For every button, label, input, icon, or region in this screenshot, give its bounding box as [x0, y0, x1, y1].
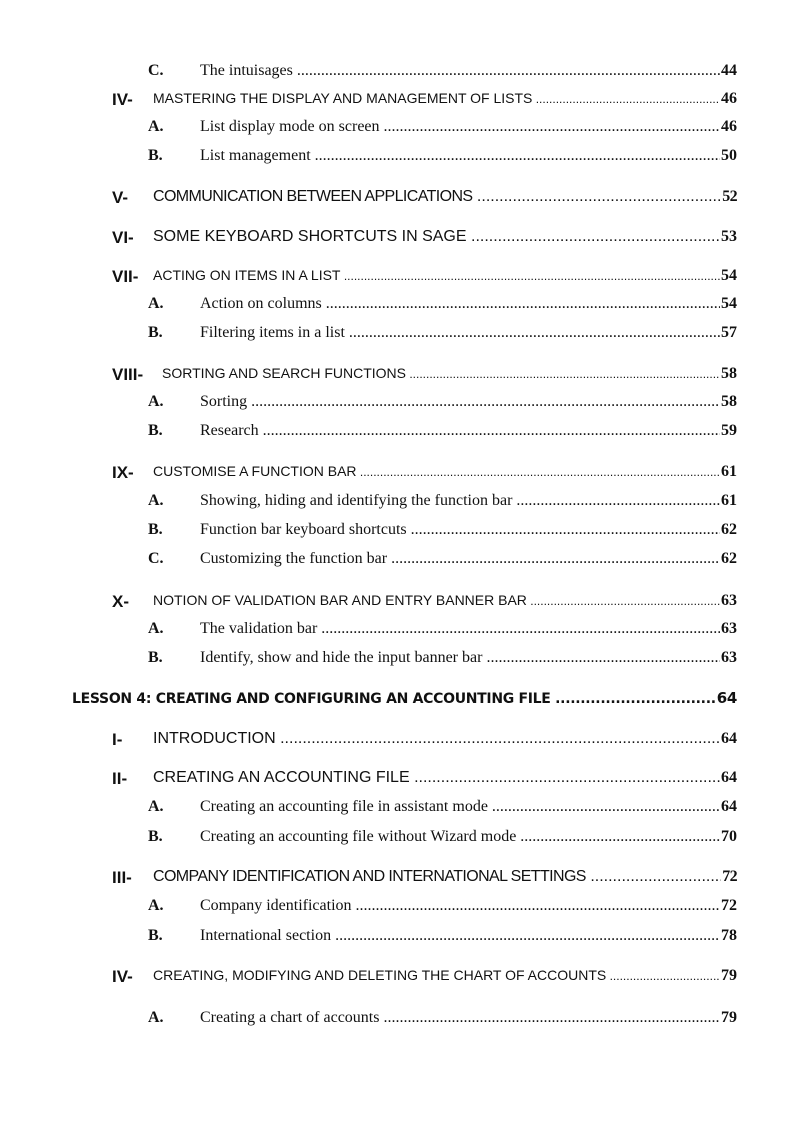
toc-entry-number: C.	[148, 62, 164, 79]
toc-entry-title: CREATING AN ACCOUNTING FILE .....	[153, 769, 720, 787]
toc-entry-page: 61	[721, 492, 737, 509]
toc-entry-number: VI-	[112, 228, 134, 247]
toc-entry-page: 62	[721, 521, 737, 538]
toc-entry-title: Creating a chart of accounts .....	[200, 1009, 720, 1027]
toc-entry-page: 61	[721, 463, 737, 480]
toc-entry-section[interactable]	[0, 90, 794, 114]
toc-entry-number: B.	[148, 649, 163, 666]
toc-entry-title: CUSTOMISE A FUNCTION BAR .....	[153, 463, 720, 479]
toc-entry-section[interactable]	[0, 868, 794, 892]
toc-entry-number: B.	[148, 521, 163, 538]
toc-entry-title: International section .....	[200, 927, 720, 945]
toc-entry-page: 58	[721, 365, 737, 382]
toc-entry-title: The validation bar .....	[200, 620, 720, 638]
toc-entry-number: VIII-	[112, 365, 144, 384]
toc-entry-page: 59	[721, 422, 737, 439]
toc-entry-lesson[interactable]	[0, 689, 794, 713]
toc-entry-page: 57	[721, 324, 737, 341]
toc-entry-sub[interactable]	[0, 422, 794, 446]
toc-entry-number: C.	[148, 550, 164, 567]
toc-entry-number: A.	[148, 295, 164, 312]
toc-entry-number: A.	[148, 393, 164, 410]
toc-entry-title: Filtering items in a list .....	[200, 324, 720, 342]
toc-entry-sub[interactable]	[0, 620, 794, 644]
toc-entry-sub[interactable]	[0, 393, 794, 417]
toc-entry-sub[interactable]	[0, 798, 794, 822]
toc-entry-page: 78	[721, 927, 737, 944]
toc-entry-page: 62	[721, 550, 737, 567]
toc-entry-sub[interactable]	[0, 295, 794, 319]
toc-entry-title: Creating an accounting file without Wizard mode .....	[200, 828, 720, 846]
toc-entry-title: The intuisages .....	[200, 62, 720, 80]
toc-entry-sub[interactable]	[0, 62, 794, 86]
toc-entry-number: VII-	[112, 267, 139, 286]
toc-entry-page: 58	[721, 393, 737, 410]
toc-entry-sub[interactable]	[0, 324, 794, 348]
toc-entry-title: ACTING ON ITEMS IN A LIST .....	[153, 267, 720, 283]
toc-entry-page: 72	[721, 897, 737, 914]
toc-entry-page: 46	[721, 90, 737, 107]
toc-entry-number: B.	[148, 422, 163, 439]
toc-entry-sub[interactable]	[0, 492, 794, 516]
toc-entry-page: 63	[721, 620, 737, 637]
toc-entry-page: 46	[721, 118, 737, 135]
toc-entry-sub[interactable]	[0, 1009, 794, 1033]
toc-entry-number: I-	[112, 730, 123, 749]
toc-entry-number: A.	[148, 620, 164, 637]
toc-entry-section[interactable]	[0, 267, 794, 291]
toc-entry-title: INTRODUCTION .....	[153, 730, 720, 748]
toc-entry-number: A.	[148, 897, 164, 914]
toc-entry-section[interactable]	[0, 769, 794, 793]
toc-entry-sub[interactable]	[0, 147, 794, 171]
toc-entry-title: MASTERING THE DISPLAY AND MANAGEMENT OF LISTS .....	[153, 90, 720, 106]
toc-entry-title: SORTING AND SEARCH FUNCTIONS .....	[162, 365, 720, 381]
toc-entry-sub[interactable]	[0, 897, 794, 921]
toc-entry-number: IX-	[112, 463, 134, 482]
toc-entry-number: A.	[148, 1009, 164, 1026]
toc-entry-title: COMMUNICATION BETWEEN APPLICATIONS .....	[153, 188, 721, 206]
toc-entry-page: 53	[721, 228, 737, 245]
toc-entry-title: SOME KEYBOARD SHORTCUTS IN SAGE .....	[153, 228, 720, 246]
toc-entry-number: B.	[148, 324, 163, 341]
toc-entry-number: A.	[148, 118, 164, 135]
toc-entry-title: List management .....	[200, 147, 720, 165]
toc-entry-page: 63	[721, 649, 737, 666]
toc-entry-title: Creating an accounting file in assistant mode .....	[200, 798, 720, 816]
toc-entry-title: Action on columns .....	[200, 295, 720, 313]
toc-entry-number: A.	[148, 798, 164, 815]
toc-entry-page: 50	[721, 147, 737, 164]
toc-entry-page: 64	[721, 798, 737, 815]
toc-entry-page: 79	[721, 1009, 737, 1026]
toc-entry-page: 54	[721, 295, 737, 312]
toc-entry-sub[interactable]	[0, 118, 794, 142]
toc-entry-title: Identify, show and hide the input banner bar .....	[200, 649, 720, 667]
toc-entry-section[interactable]	[0, 730, 794, 754]
toc-entry-number: IV-	[112, 967, 133, 986]
toc-entry-title: Company identification .....	[200, 897, 720, 915]
toc-entry-title: CREATING, MODIFYING AND DELETING THE CHART OF ACCOUNTS .....	[153, 967, 720, 983]
toc-entry-section[interactable]	[0, 967, 794, 991]
toc-entry-page: 52	[722, 188, 737, 205]
toc-entry-page: 64	[721, 769, 737, 786]
toc-entry-page: 70	[721, 828, 737, 845]
toc-entry-title: Customizing the function bar .....	[200, 550, 720, 568]
toc-entry-number: B.	[148, 927, 163, 944]
toc-entry-sub[interactable]	[0, 550, 794, 574]
toc-entry-section[interactable]	[0, 188, 794, 212]
toc-entry-sub[interactable]	[0, 649, 794, 673]
toc-entry-title: NOTION OF VALIDATION BAR AND ENTRY BANNER BAR .....	[153, 592, 720, 608]
toc-entry-page: 79	[721, 967, 737, 984]
toc-entry-page: 64	[721, 730, 737, 747]
toc-entry-number: B.	[148, 828, 163, 845]
toc-entry-section[interactable]	[0, 365, 794, 389]
toc-entry-number: IV-	[112, 90, 133, 109]
toc-entry-number: B.	[148, 147, 163, 164]
toc-entry-title: Function bar keyboard shortcuts .....	[200, 521, 720, 539]
toc-entry-sub[interactable]	[0, 828, 794, 852]
toc-entry-number: III-	[112, 868, 132, 887]
toc-entry-section[interactable]	[0, 592, 794, 616]
toc-entry-page: 44	[721, 62, 737, 79]
toc-entry-page: 64	[716, 689, 737, 707]
toc-entry-number: V-	[112, 188, 129, 207]
toc-lesson-title: LESSON 4: CREATING AND CONFIGURING AN ACCOUNTING FILE .....	[72, 691, 716, 707]
toc-entry-title: COMPANY IDENTIFICATION AND INTERNATIONAL SETTINGS .....	[153, 868, 721, 886]
toc-entry-sub[interactable]	[0, 521, 794, 545]
toc-entry-number: X-	[112, 592, 129, 611]
toc-entry-title: Research .....	[200, 422, 720, 440]
toc-entry-number: A.	[148, 492, 164, 509]
toc-entry-title: Showing, hiding and identifying the function bar .....	[200, 492, 720, 510]
toc-entry-title: Sorting .....	[200, 393, 720, 411]
toc-entry-page: 54	[721, 267, 737, 284]
toc-entry-section[interactable]	[0, 463, 794, 487]
toc-entry-section[interactable]	[0, 228, 794, 252]
toc-entry-page: 63	[721, 592, 737, 609]
toc-entry-number: II-	[112, 769, 128, 788]
toc-entry-sub[interactable]	[0, 927, 794, 951]
toc-entry-page: 72	[722, 868, 737, 885]
toc-entry-title: List display mode on screen .....	[200, 118, 720, 136]
